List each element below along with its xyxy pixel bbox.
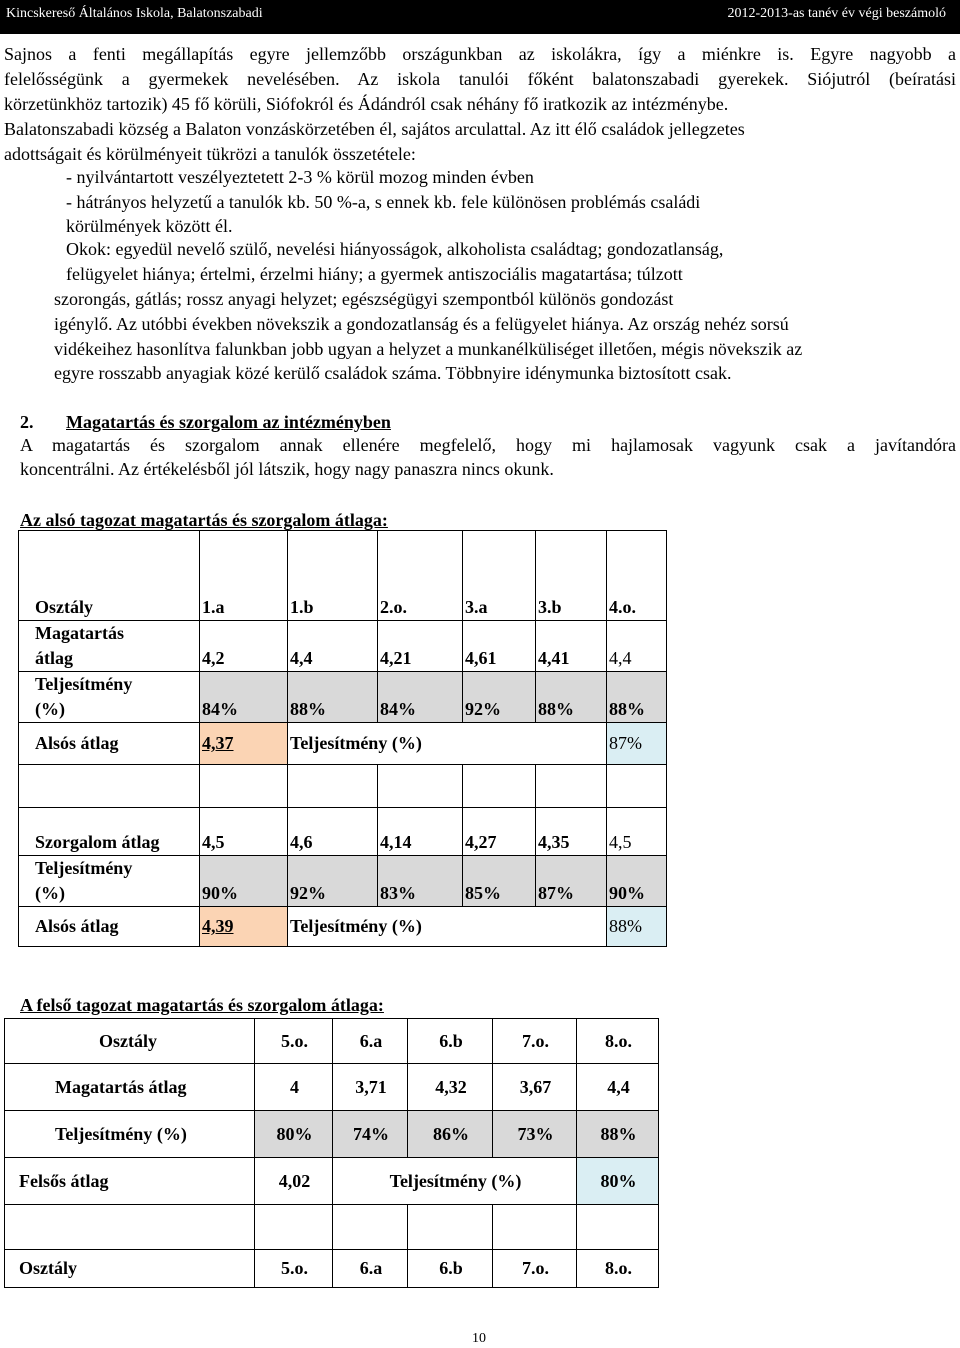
table-cell: 88%	[577, 1111, 659, 1158]
table-cell: 88%	[607, 672, 667, 723]
row-label: Magatartás átlag	[5, 1064, 255, 1111]
header-cell: 6.b	[408, 1250, 493, 1288]
header-cell: 7.o.	[493, 1250, 577, 1288]
table-cell: 92%	[288, 856, 378, 907]
row-label-line-2: átlag	[35, 648, 73, 668]
empty-cell	[607, 765, 667, 808]
row-label-line-2: (%)	[35, 699, 65, 719]
table-row	[5, 1250, 659, 1288]
table-cell: 4,5	[607, 808, 667, 856]
table-cell: 80%	[255, 1111, 333, 1158]
table-cell: Teljesítmény (%)	[333, 1158, 577, 1205]
table-cell: 73%	[493, 1111, 577, 1158]
empty-cell	[493, 1205, 577, 1250]
empty-cell	[408, 1205, 493, 1250]
table-row	[5, 1205, 659, 1250]
table-cell: 4,14	[378, 808, 463, 856]
lower-mag-avg: 4,37	[200, 723, 288, 765]
table-row	[19, 808, 667, 856]
row-label: Alsós átlag	[19, 907, 200, 947]
header-cell: 4.o.	[607, 531, 667, 621]
table-row	[5, 1111, 659, 1158]
header-cell: 7.o.	[493, 1019, 577, 1064]
table-cell: 88%	[288, 672, 378, 723]
row-label: Teljesítmény (%)	[5, 1111, 255, 1158]
row-label	[19, 621, 200, 672]
table-cell: 90%	[607, 856, 667, 907]
page-header	[0, 0, 960, 34]
row-label-line-1: Teljesítmény	[35, 858, 133, 878]
lower-grade-title: Az alsó tagozat magatartás és szorgalom átlaga:	[20, 510, 388, 530]
section-2-title: Magatartás és szorgalom az intézményben	[66, 412, 391, 432]
table-cell: 87%	[536, 856, 607, 907]
reasons-line-4: igénylő. Az utóbbi években növekszik a gondozatlanság és a felügyelet hiánya. Az ország nehéz sorsú	[54, 314, 789, 334]
header-cell: 8.o.	[577, 1250, 659, 1288]
empty-cell	[463, 765, 536, 808]
section-2-number: 2.	[20, 412, 34, 432]
intro-line-1: Sajnos a fenti megállapítás egyre jellemzőbb országunkban az iskolákra, így a miénkre is. Egyre nagyobb a	[4, 44, 956, 64]
table-cell: 90%	[200, 856, 288, 907]
table-cell: 84%	[378, 672, 463, 723]
row-label-line-2: (%)	[35, 883, 65, 903]
table-cell: 4,27	[463, 808, 536, 856]
empty-cell	[19, 765, 200, 808]
header-cell: 8.o.	[577, 1019, 659, 1064]
header-cell: 5.o.	[255, 1019, 333, 1064]
table-row	[5, 1064, 659, 1111]
intro-line-3: körzetünkhöz tartozik) 45 fő körüli, Siófokról és Ádándról csak néhány fő iratkozik az intézménybe.	[4, 94, 729, 114]
reasons-line-3: szorongás, gátlás; rossz anyagi helyzet; egészségügyi szempontból különös gondozást	[54, 289, 674, 309]
table-cell: 4,21	[378, 621, 463, 672]
header-cell: 6.b	[408, 1019, 493, 1064]
table-cell: Teljesítmény (%)	[288, 723, 536, 765]
section-2-line-1: A magatartás és szorgalom annak ellenére megfelelő, hogy mi hajlamosak vagyunk csak a javítandóra	[20, 435, 956, 455]
empty-cell	[536, 723, 607, 765]
table-row	[19, 765, 667, 808]
intro-line-4: Balatonszabadi község a Balaton vonzáskörzetében él, sajátos arculattal. Az itt élő családok jellegzetes	[4, 119, 745, 139]
table-cell: 4,41	[536, 621, 607, 672]
reasons-line-1: Okok: egyedül nevelő szülő, nevelési hiányosságok, alkoholista családtag; gondozatlanság,	[66, 239, 724, 259]
empty-cell	[577, 1205, 659, 1250]
reasons-line-5: vidékeihez hasonlítva falunkban jobb ugyan a helyzet a munkanélküliséget illetően, mégis növekszik az	[54, 339, 803, 359]
table-cell: 4,61	[463, 621, 536, 672]
empty-cell	[536, 907, 607, 947]
header-cell: 3.a	[463, 531, 536, 621]
table-cell: 86%	[408, 1111, 493, 1158]
header-cell: 3.b	[536, 531, 607, 621]
row-label-line-1: Magatartás	[35, 623, 124, 643]
header-cell: 5.o.	[255, 1250, 333, 1288]
table-cell: 85%	[463, 856, 536, 907]
upper-mag-avg-pct: 80%	[577, 1158, 659, 1205]
upper-grade-table	[4, 1018, 659, 1288]
row-label-line-1: Teljesítmény	[35, 674, 133, 694]
lower-grade-table	[18, 530, 667, 947]
table-row	[19, 723, 667, 765]
header-cell: 2.o.	[378, 531, 463, 621]
empty-cell	[255, 1205, 333, 1250]
table-row	[19, 672, 667, 723]
table-cell: 88%	[536, 672, 607, 723]
upper-mag-avg: 4,02	[255, 1158, 333, 1205]
section-2-line-2: koncentrálni. Az értékelésből jól látszik, hogy nagy panaszra nincs okunk.	[20, 459, 554, 479]
table-cell: 4,4	[607, 621, 667, 672]
row-label	[19, 856, 200, 907]
table-cell: 4	[255, 1064, 333, 1111]
lower-szorg-avg: 4,39	[200, 907, 288, 947]
intro-line-2: felelősségünk a gyermekek nevelésében. Az iskola tanulói főként balatonszabadi gyerekek. Siójutról (beíratási	[4, 69, 956, 89]
header-cell: 6.a	[333, 1250, 408, 1288]
table-cell: 4,32	[408, 1064, 493, 1111]
header-cell: 6.a	[333, 1019, 408, 1064]
row-label: Alsós átlag	[19, 723, 200, 765]
header-school: Kincskereső Általános Iskola, Balatonszabadi	[6, 6, 263, 21]
reasons-line-6: egyre rosszabb anyagiak közé kerülő családok száma. Többnyire idénymunka biztosított csak.	[54, 363, 732, 383]
empty-cell	[378, 765, 463, 808]
table-cell: 92%	[463, 672, 536, 723]
table-row	[19, 531, 667, 621]
intro-line-5: adottságait és körülményeit tükrözi a tanulók összetétele:	[4, 144, 416, 164]
bullet-2: - hátrányos helyzetű a tanulók kb. 50 %-a, s ennek kb. fele különösen problémás családi	[66, 192, 701, 212]
table-row	[5, 1019, 659, 1064]
empty-cell	[5, 1205, 255, 1250]
table-row	[19, 856, 667, 907]
table-row	[5, 1158, 659, 1205]
bullet-2-cont: körülmények között él.	[66, 216, 233, 236]
row-label	[19, 672, 200, 723]
table-cell: 84%	[200, 672, 288, 723]
row-label: Felsős átlag	[5, 1158, 255, 1205]
empty-cell	[536, 765, 607, 808]
upper-grade-title: A felső tagozat magatartás és szorgalom átlaga:	[20, 995, 384, 1015]
table-cell: 74%	[333, 1111, 408, 1158]
header-cell: 1.a	[200, 531, 288, 621]
table-cell: 4,35	[536, 808, 607, 856]
table-row	[19, 621, 667, 672]
reasons-line-2: felügyelet hiánya; értelmi, érzelmi hiány; a gyermek antiszociális magatartása; túlzott	[66, 264, 683, 284]
empty-cell	[333, 1205, 408, 1250]
header-cell: Osztály	[19, 531, 200, 621]
table-cell: 4,4	[577, 1064, 659, 1111]
page-number: 10	[472, 1331, 486, 1346]
header-cell: 1.b	[288, 531, 378, 621]
bullet-1: - nyilvántartott veszélyeztetett 2-3 % körül mozog minden évben	[66, 167, 534, 187]
table-cell: 4,4	[288, 621, 378, 672]
header-cell: Osztály	[5, 1250, 255, 1288]
empty-cell	[200, 765, 288, 808]
table-cell: 83%	[378, 856, 463, 907]
table-cell: 3,71	[333, 1064, 408, 1111]
lower-mag-avg-pct: 87%	[607, 723, 667, 765]
table-cell: 4,5	[200, 808, 288, 856]
table-cell: 4,6	[288, 808, 378, 856]
row-label: Szorgalom átlag	[19, 808, 200, 856]
lower-szorg-avg-pct: 88%	[607, 907, 667, 947]
table-cell: 3,67	[493, 1064, 577, 1111]
header-cell: Osztály	[5, 1019, 255, 1064]
header-report: 2012-2013-as tanév év végi beszámoló	[727, 6, 946, 21]
empty-cell	[288, 765, 378, 808]
table-row	[19, 907, 667, 947]
table-cell: Teljesítmény (%)	[288, 907, 536, 947]
table-cell: 4,2	[200, 621, 288, 672]
